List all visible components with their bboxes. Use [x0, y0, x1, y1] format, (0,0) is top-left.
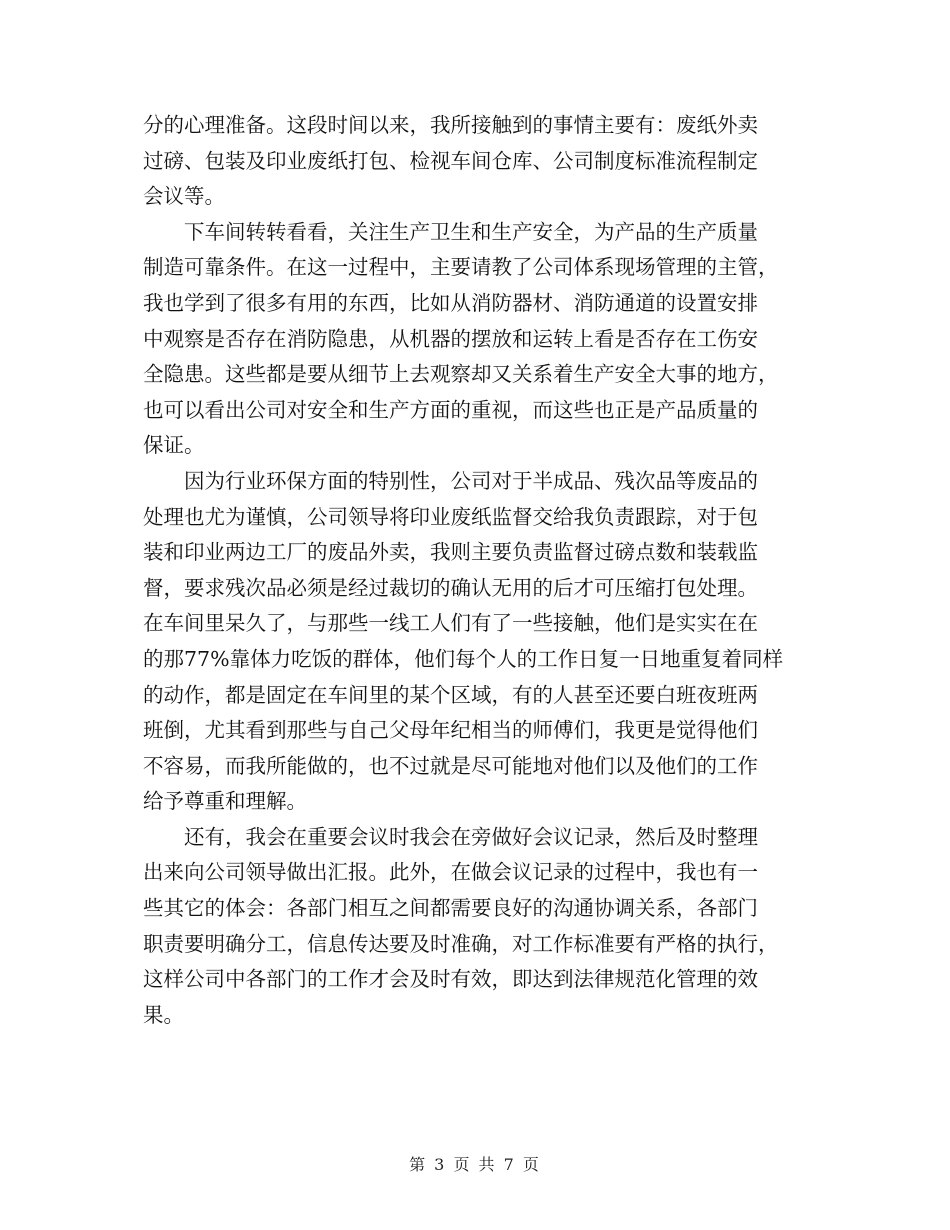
document-body — [143, 108, 815, 1033]
body-text-line: 在车间里呆久了，与那些一线工人们有了一些接触，他们是实实在在 — [143, 611, 758, 636]
body-text-line: 出来向公司领导做出汇报。此外，在做会议记录的过程中，我也有一 — [143, 860, 758, 885]
body-text-line: 制造可靠条件。在这一过程中，主要请教了公司体系现场管理的主管， — [143, 255, 779, 280]
body-text-line: 会议等。 — [143, 184, 225, 209]
body-text-line: 职责要明确分工，信息传达要及时准确，对工作标准要有严格的执行， — [143, 931, 779, 956]
body-text-line: 还有，我会在重要会议时我会在旁做好会议记录，然后及时整理 — [184, 824, 758, 849]
body-text-line: 分的心理准备。这段时间以来，我所接触到的事情主要有：废纸外卖 — [143, 113, 758, 137]
body-text-line: 不容易，而我所能做的，也不过就是尽可能地对他们以及他们的工作 — [143, 753, 758, 778]
body-text-line: 因为行业环保方面的特别性，公司对于半成品、残次品等废品的 — [184, 468, 758, 493]
body-text-line: 督，要求残次品必须是经过裁切的确认无用的后才可压缩打包处理。 — [143, 575, 758, 600]
body-text-line: 这样公司中各部门的工作才会及时有效，即达到法律规范化管理的效 — [143, 967, 758, 992]
body-text-line: 保证。 — [143, 433, 205, 458]
body-text-line: 的动作，都是固定在车间里的某个区域，有的人甚至还要白班夜班两 — [143, 682, 758, 707]
body-text-line: 过磅、包装及印业废纸打包、检视车间仓库、公司制度标准流程制定 — [143, 148, 758, 173]
body-text-line: 果。 — [143, 1002, 184, 1027]
body-text-line: 给予尊重和理解。 — [143, 789, 307, 814]
body-text-line: 下车间转转看看，关注生产卫生和生产安全，为产品的生产质量 — [184, 219, 758, 244]
body-text-line: 些其它的体会：各部门相互之间都需要良好的沟通协调关系，各部门 — [143, 896, 758, 921]
body-text-line: 我也学到了很多有用的东西，比如从消防器材、消防通道的设置安排 — [143, 290, 758, 315]
body-text-line: 全隐患。这些都是要从细节上去观察却又关系着生产安全大事的地方， — [143, 362, 779, 387]
page-number-footer: 第 3 页 共 7 页 — [409, 1155, 541, 1174]
body-text-line: 处理也尤为谨慎，公司领导将印业废纸监督交给我负责跟踪，对于包 — [143, 504, 758, 529]
body-text-line: 中观察是否存在消防隐患，从机器的摆放和运转上看是否存在工伤安 — [143, 326, 758, 351]
body-text-line: 也可以看出公司对安全和生产方面的重视，而这些也正是产品质量的 — [143, 397, 758, 422]
body-text-line: 装和印业两边工厂的废品外卖，我则主要负责监督过磅点数和装载监 — [143, 540, 758, 565]
body-text-line: 班倒，尤其看到那些与自己父母年纪相当的师傅们，我更是觉得他们 — [143, 718, 758, 743]
body-text-line: 的那77%靠体力吃饭的群体，他们每个人的工作日复一日地重复着同样 — [143, 646, 784, 671]
